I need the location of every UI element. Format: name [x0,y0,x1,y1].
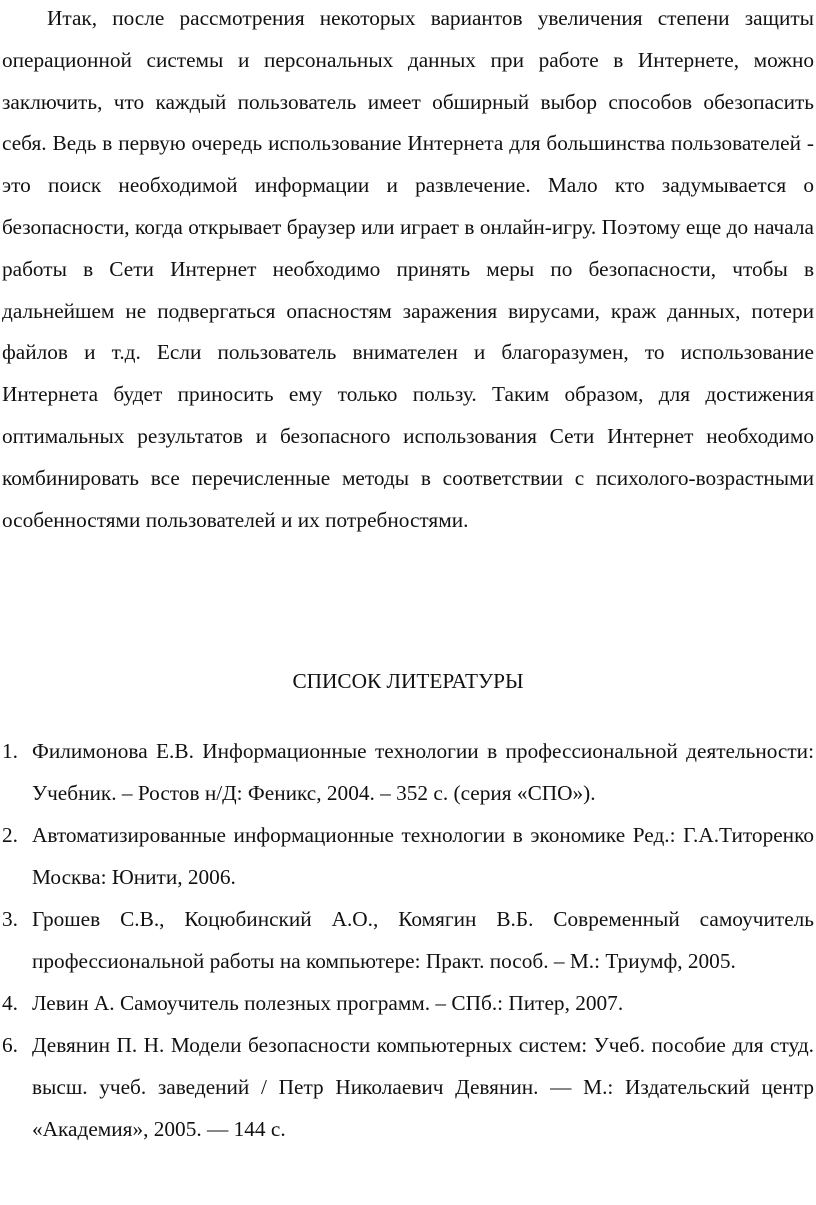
reference-text: Левин А. Самоучитель полезных программ. – СПб.: Питер, 2007. [32,991,624,1015]
reference-number: 3. [2,907,18,931]
reference-item [0,982,814,1024]
reference-item [0,1024,814,1150]
reference-item [0,730,814,814]
reference-number: 4. [2,991,18,1015]
reference-number: 2. [2,823,18,847]
reference-text: Девянин П. Н. Модели безопасности компьютерных систем: Учеб. пособие для студ. высш. учеб. заведений / Петр Николаевич Девянин. — М.: Издательский центр «Академия», 2005. — 144 с. [32,1033,814,1141]
references-heading: СПИСОК ЛИТЕРАТУРЫ [292,669,524,693]
reference-text: Автоматизированные информационные технологии в экономике Ред.: Г.А.Титоренко Москва: Юнити, 2006. [32,823,814,889]
reference-number: 1. [2,739,18,763]
reference-text: Грошев С.В., Коцюбинский А.О., Комягин В.Б. Современный самоучитель профессиональной работы на компьютере: Практ. пособ. – М.: Триумф, 2005. [32,907,814,973]
reference-number: 6. [2,1033,18,1057]
reference-item [0,898,814,982]
reference-item [0,814,814,898]
reference-text: Филимонова Е.В. Информационные технологии в профессиональной деятельности: Учебник. – Ростов н/Д: Феникс, 2004. – 352 с. (серия «СПО»). [32,739,814,805]
conclusion-paragraph: Итак, после рассмотрения некоторых вариантов увеличения степени защиты операционной системы и персональных данных при работе в Интернете, можно заключить, что каждый пользователь имеет обширный выбор способов обезопасить себя. Ведь в первую очередь использование Интернета для большинства пользователей - это поиск необходимой информации и развлечение. Мало кто задумывается о безопасности, когда открывает браузер или играет в онлайн-игру. Поэтому еще до начала работы в Сети Интернет необходимо принять меры по безопасности, чтобы в дальнейшем не подвергаться опасностям заражения вирусами, краж данных, потери файлов и т.д. Если пользователь внимателен и благоразумен, то использование Интернета будет приносить ему только пользу. Таким образом, для достижения оптимальных результатов и безопасного использования Сети Интернет необходимо комбинировать все перечисленные методы в соответствии с психолого-возрастными особенностями пользователей и их потребностями. [2,6,814,532]
references-list [0,730,814,1150]
